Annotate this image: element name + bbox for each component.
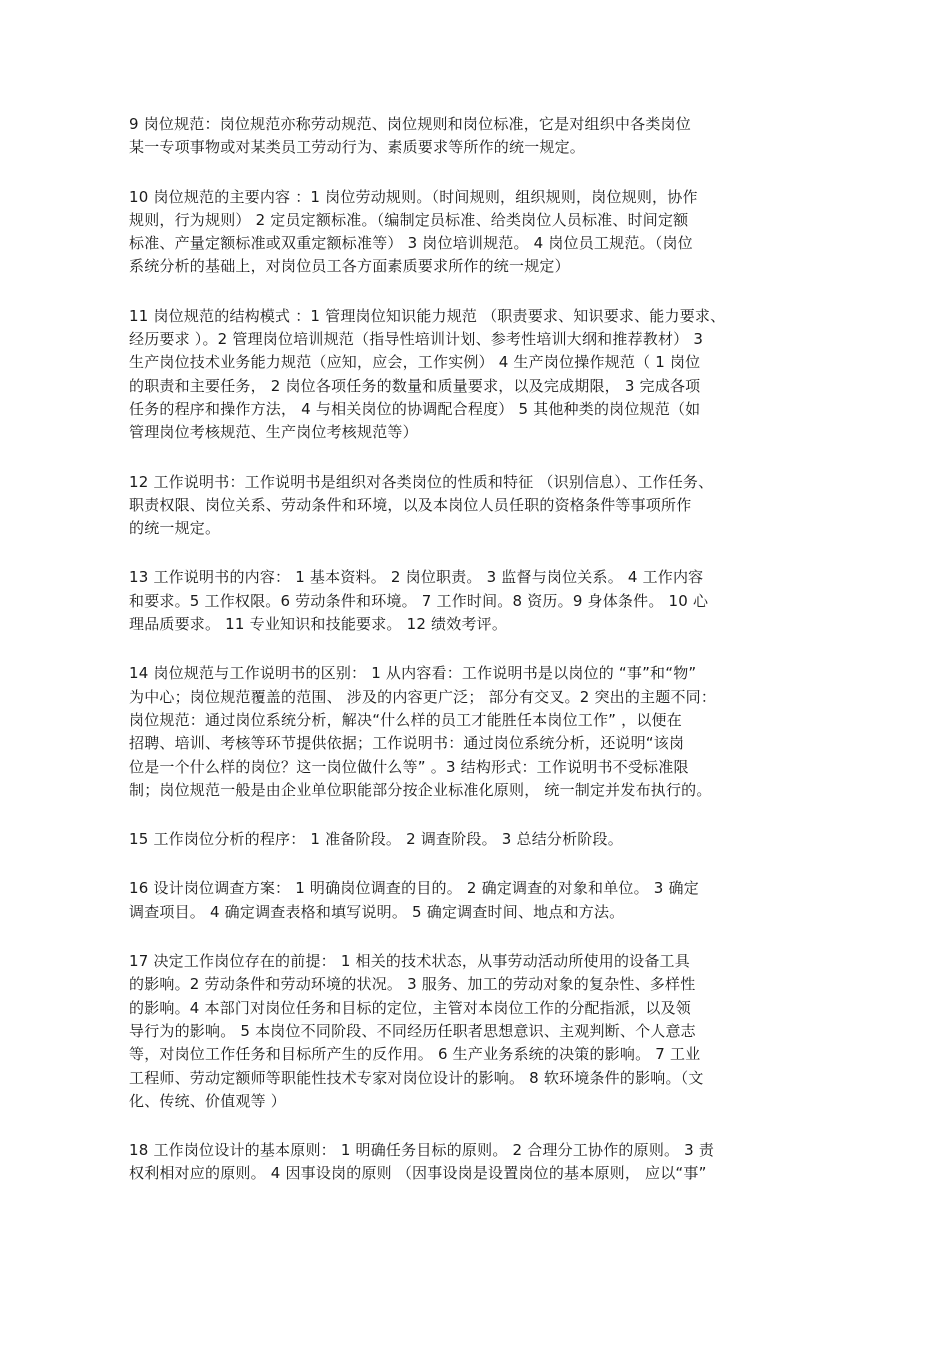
text-line: 化、传统、价值观等 ） (129, 1091, 286, 1110)
text-line: 和要求。5 工作权限。6 劳动条件和环境。 7 工作时间。8 资历。9 身体条件。 10 心 (129, 591, 709, 610)
paragraph-10 (129, 186, 841, 279)
paragraph-12 (129, 471, 841, 541)
text-line: 生产岗位技术业务能力规范（应知，应会，工作实例） 4 生产岗位操作规范（ 1 岗位 (129, 353, 701, 372)
text-line: 18 工作岗位设计的基本原则： 1 明确任务目标的原则。 2 合理分工协作的原则。 3 责 (129, 1141, 715, 1160)
text-line: 11 岗位规范的结构模式 ：1 管理岗位知识能力规范 （职责要求、知识要求、能力要求、 (129, 306, 726, 325)
text-line: 16 设计岗位调查方案： 1 明确岗位调查的目的。 2 确定调查的对象和单位。 3 确定 (129, 879, 699, 898)
text-line: 9 岗位规范：岗位规范亦称劳动规范、岗位规则和岗位标准，它是对组织中各类岗位 (129, 115, 691, 133)
document-body (129, 113, 841, 1212)
text-line: 调查项目。 4 确定调查表格和填写说明。 5 确定调查时间、地点和方法。 (129, 902, 625, 921)
text-line: 17 决定工作岗位存在的前提： 1 相关的技术状态，从事劳动活动所使用的设备工具 (129, 952, 690, 971)
text-line: 位是一个什么样的岗位？这一岗位做什么等” 。3 结构形式：工作说明书不受标准限 (129, 757, 689, 776)
text-line: 系统分析的基础上，对岗位员工各方面素质要求所作的统一规定） (129, 257, 570, 276)
paragraph-15 (129, 828, 841, 851)
text-line: 15 工作岗位分析的程序： 1 准备阶段。 2 调查阶段。 3 总结分析阶段。 (129, 830, 623, 849)
text-line: 的统一规定。 (129, 519, 221, 538)
paragraph-17 (129, 950, 841, 1113)
text-line: 制；岗位规范一般是由企业单位职能部分按企业标准化原则， 统一制定并发布执行的。 (129, 780, 712, 799)
text-line: 权利相对应的原则。 4 因事设岗的原则 （因事设岗是设置岗位的基本原则， 应以“事” (129, 1164, 707, 1183)
text-line: 导行为的影响。 5 本岗位不同阶段、不同经历任职者思想意识、主观判断、个人意志 (129, 1021, 696, 1040)
paragraph-14 (129, 662, 841, 802)
text-line: 13 工作说明书的内容： 1 基本资料。 2 岗位职责。 3 监督与岗位关系。 4 工作内容 (129, 568, 704, 587)
text-line: 工程师、劳动定额师等职能性技术专家对岗位设计的影响。 8 软环境条件的影响。（文 (129, 1068, 704, 1087)
paragraph-13 (129, 566, 841, 636)
paragraph-9 (129, 113, 841, 160)
paragraph-11 (129, 305, 841, 445)
text-line: 的影响。2 劳动条件和劳动环境的状况。 3 服务、加工的劳动对象的复杂性、多样性 (129, 975, 696, 994)
paragraph-18 (129, 1139, 841, 1186)
text-line: 某一专项事物或对某类员工劳动行为、素质要求等所作的统一规定。 (129, 138, 586, 157)
text-line: 10 岗位规范的主要内容 ：1 岗位劳动规则。（时间规则，组织规则，岗位规则，协作 (129, 187, 698, 206)
text-line: 的职责和主要任务， 2 岗位各项任务的数量和质量要求，以及完成期限， 3 完成各项 (129, 376, 701, 395)
paragraph-16 (129, 877, 841, 924)
text-line: 理品质要求。 11 专业知识和技能要求。 12 绩效考评。 (129, 615, 508, 634)
text-line: 经历要求 ）。2 管理岗位培训规范（指导性培训计划、参考性培训大纲和推荐教材） 3 (129, 330, 704, 349)
text-line: 14 岗位规范与工作说明书的区别： 1 从内容看：工作说明书是以岗位的 “事”和“物” (129, 664, 697, 683)
text-line: 职责权限、岗位关系、劳动条件和环境，以及本岗位人员任职的资格条件等事项所作 (129, 495, 692, 514)
text-line: 任务的程序和操作方法， 4 与相关岗位的协调配合程度） 5 其他种类的岗位规范（如 (129, 399, 701, 418)
text-line: 标准、产量定额标准或双重定额标准等） 3 岗位培训规范。 4 岗位员工规范。（岗位 (129, 234, 693, 253)
text-line: 招聘、培训、考核等环节提供依据；工作说明书：通过岗位系统分析，还说明“该岗 (129, 734, 685, 753)
text-line: 为中心；岗位规范覆盖的范围、 涉及的内容更广泛； 部分有交叉。2 突出的主题不同： (129, 687, 717, 706)
text-line: 12 工作说明书：工作说明书是组织对各类岗位的性质和特征 （识别信息）、工作任务、 (129, 472, 714, 491)
text-line: 等，对岗位工作任务和目标所产生的反作用。 6 生产业务系统的决策的影响。 7 工业 (129, 1045, 701, 1064)
text-line: 的影响。4 本部门对岗位任务和目标的定位，主管对本岗位工作的分配指派，以及领 (129, 998, 691, 1017)
text-line: 规则，行为规则） 2 定员定额标准。（编制定员标准、给类岗位人员标准、时间定额 (129, 210, 689, 229)
text-line: 岗位规范：通过岗位系统分析，解决“什么样的员工才能胜任本岗位工作” ，以便在 (129, 710, 682, 729)
text-line: 管理岗位考核规范、生产岗位考核规范等） (129, 423, 418, 442)
